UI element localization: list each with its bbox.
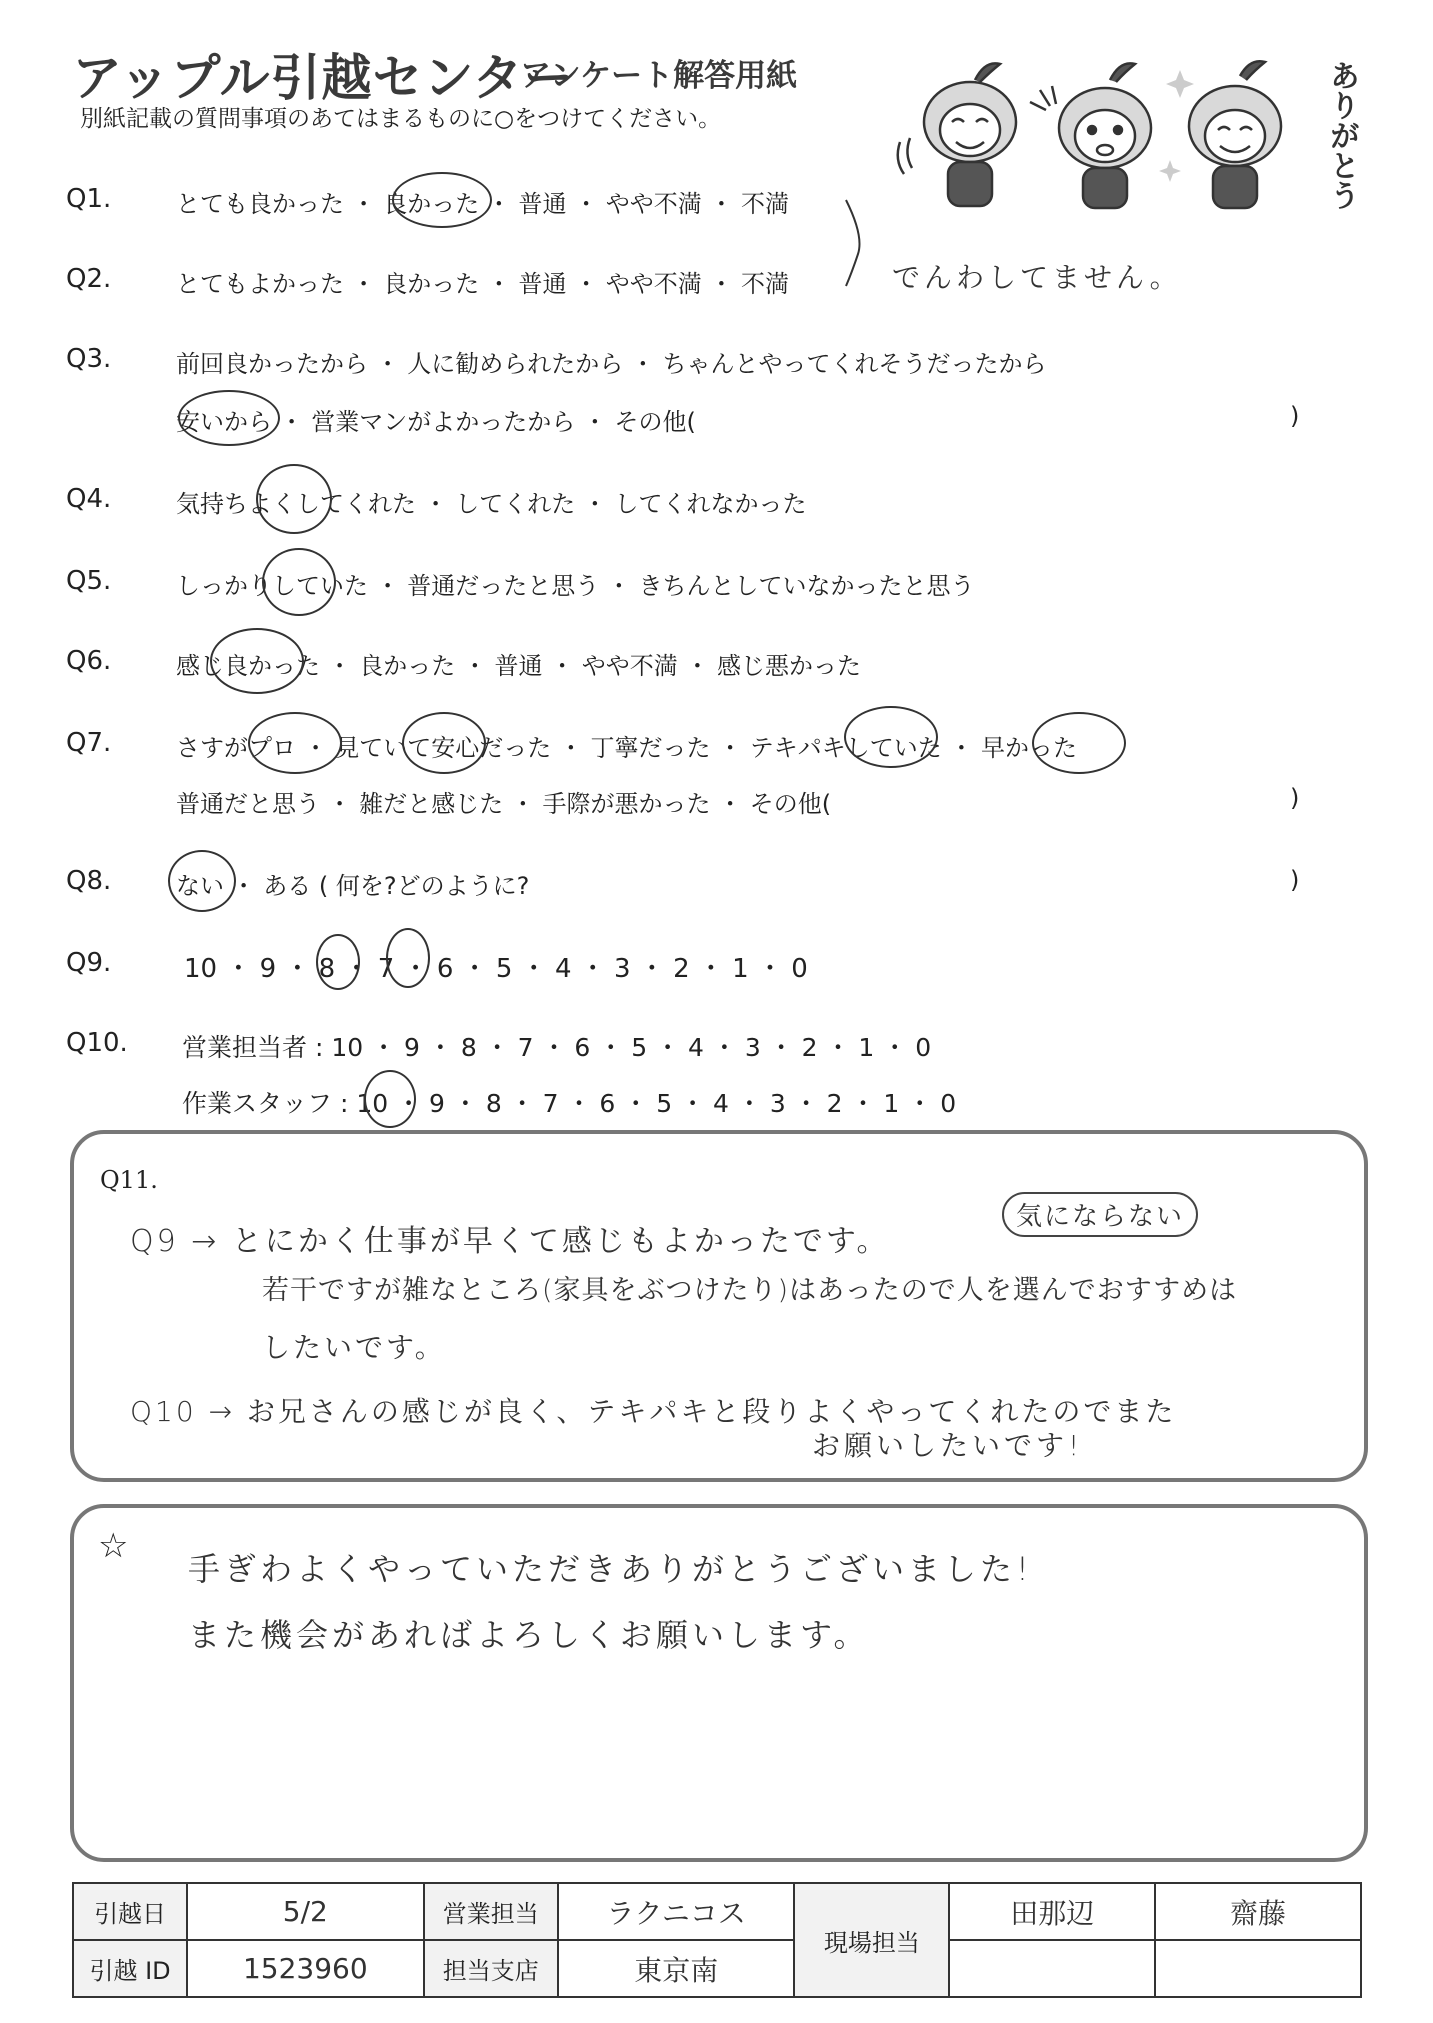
free-comment-line2: また機会があればよろしくお願いします。 — [188, 1616, 870, 1654]
q8-answer-circle — [168, 850, 236, 912]
branch-value: 東京南 — [558, 1940, 794, 1997]
free-comment-line1: 手ぎわよくやっていただきありがとうございました! — [188, 1550, 1033, 1588]
q8-options: ない ・ ある ( 何を?どのように? — [176, 872, 530, 900]
q4-number: Q4. — [66, 484, 112, 514]
q7-options-line2: 普通だと思う ・ 雑だと感じた ・ 手際が悪かった ・ その他( — [176, 790, 832, 818]
q10-answer-circle — [364, 1070, 416, 1128]
q9-answer-circle-8 — [316, 934, 360, 990]
q11-comment-line2: 若干ですが雑なところ(家具をぶつけたり)はあったので人を選んでおすすめは — [262, 1275, 1238, 1306]
move-id-value: 1523960 — [187, 1940, 423, 1997]
move-info-table — [72, 1882, 1362, 1998]
q1-number: Q1. — [66, 184, 112, 214]
q11-comment-line3: したいです。 — [262, 1331, 446, 1364]
move-id-label: 引越 ID — [73, 1940, 187, 1997]
q11-comment-line5: お願いしたいです! — [812, 1429, 1084, 1462]
q7-number: Q7. — [66, 728, 112, 758]
q9-number: Q9. — [66, 948, 112, 978]
q3-answer-circle — [178, 390, 280, 446]
monkey-mascots-illustration — [880, 50, 1350, 220]
q7-answer-circle-3 — [844, 706, 938, 768]
q7-options-line1: さすがプロ ・ 見ていて安心だった ・ 丁寧だった ・ テキパキしていた ・ 早かった — [176, 734, 1078, 762]
q11-comment-line1: Q9 → とにかく仕事が早くて感じもよかったです。 — [130, 1224, 890, 1259]
q4-answer-circle — [256, 464, 332, 534]
q7-answer-circle-1 — [248, 712, 342, 774]
site-staff-1: 田那辺 — [949, 1883, 1155, 1940]
q6-answer-circle — [210, 628, 304, 694]
q1-options: とても良かった ・ 良かった ・ 普通 ・ やや不満 ・ 不満 — [176, 190, 790, 218]
site-staff-empty-1 — [949, 1940, 1155, 1997]
q10-sales-scale: 営業担当者 : 10 ・ 9 ・ 8 ・ 7 ・ 6 ・ 5 ・ 4 ・ 3 ・ 2 ・ 1 ・ 0 — [182, 1033, 932, 1062]
q8-number: Q8. — [66, 866, 112, 896]
q11-label: Q11. — [100, 1166, 158, 1194]
q2-number: Q2. — [66, 264, 112, 294]
move-date-value: 5/2 — [187, 1883, 423, 1940]
q7-close-paren: ) — [1290, 784, 1300, 812]
sales-rep-value: ラクニコス — [558, 1883, 794, 1940]
q10-staff-scale: 作業スタッフ : 10 ・ 9 ・ 8 ・ 7 ・ 6 ・ 5 ・ 4 ・ 3 ・ 2 ・ 1 ・ 0 — [182, 1089, 957, 1118]
form-subtitle: アンケート解答用紙 — [520, 58, 798, 94]
q4-options: 気持ちよくしてくれた ・ してくれた ・ してくれなかった — [176, 490, 807, 518]
q9-answer-circle-7 — [386, 928, 430, 988]
q2-options: とてもよかった ・ 良かった ・ 普通 ・ やや不満 ・ 不満 — [176, 270, 790, 298]
move-date-label: 引越日 — [73, 1883, 187, 1940]
form-title: アップル引越センター — [72, 49, 575, 107]
q11-inserted-note: 気にならない — [1002, 1192, 1198, 1237]
monkey-3-icon — [1189, 61, 1281, 208]
monkey-2-icon — [1030, 63, 1151, 208]
q8-close-paren: ) — [1290, 866, 1300, 894]
q1-q2-handwritten-note: でんわしてません。 — [892, 261, 1182, 294]
site-staff-empty-2 — [1155, 1940, 1361, 1997]
q9-scale: 10 ・ 9 ・ 8 ・ 7 ・ 6 ・ 5 ・ 4 ・ 3 ・ 2 ・ 1 ・ 0 — [184, 954, 808, 984]
q5-number: Q5. — [66, 566, 112, 596]
thanks-text: ありがとう — [1324, 60, 1359, 210]
q3-options-line1: 前回良かったから ・ 人に勧められたから ・ ちゃんとやってくれそうだったから — [176, 350, 1047, 378]
q3-close-paren: ) — [1290, 402, 1300, 430]
sales-rep-label: 営業担当 — [424, 1883, 559, 1940]
q6-options: 感じ良かった ・ 良かった ・ 普通 ・ やや不満 ・ 感じ悪かった — [176, 652, 862, 680]
site-staff-label: 現場担当 — [794, 1883, 949, 1997]
bracket-mark — [842, 196, 872, 292]
q3-options-line2: 安いから ・ 営業マンがよかったから ・ その他( — [176, 408, 696, 436]
site-staff-2: 齋藤 — [1155, 1883, 1361, 1940]
q11-comment-line4: Q10 → お兄さんの感じが良く、テキパキと段りよくやってくれたのでまた — [130, 1395, 1177, 1428]
monkey-1-icon — [898, 63, 1016, 206]
instruction-text: 別紙記載の質問事項のあてはまるものに○をつけてください。 — [80, 106, 722, 132]
q6-number: Q6. — [66, 646, 112, 676]
branch-label: 担当支店 — [424, 1940, 559, 1997]
q3-number: Q3. — [66, 344, 112, 374]
q1-answer-circle — [392, 172, 492, 228]
star-icon: ☆ — [98, 1526, 129, 1566]
q5-answer-circle — [262, 548, 336, 616]
q10-number: Q10. — [66, 1028, 128, 1058]
q5-options: しっかりしていた ・ 普通だったと思う ・ きちんとしていなかったと思う — [176, 572, 975, 600]
q7-answer-circle-2 — [402, 712, 486, 774]
q7-answer-circle-4 — [1032, 712, 1126, 774]
